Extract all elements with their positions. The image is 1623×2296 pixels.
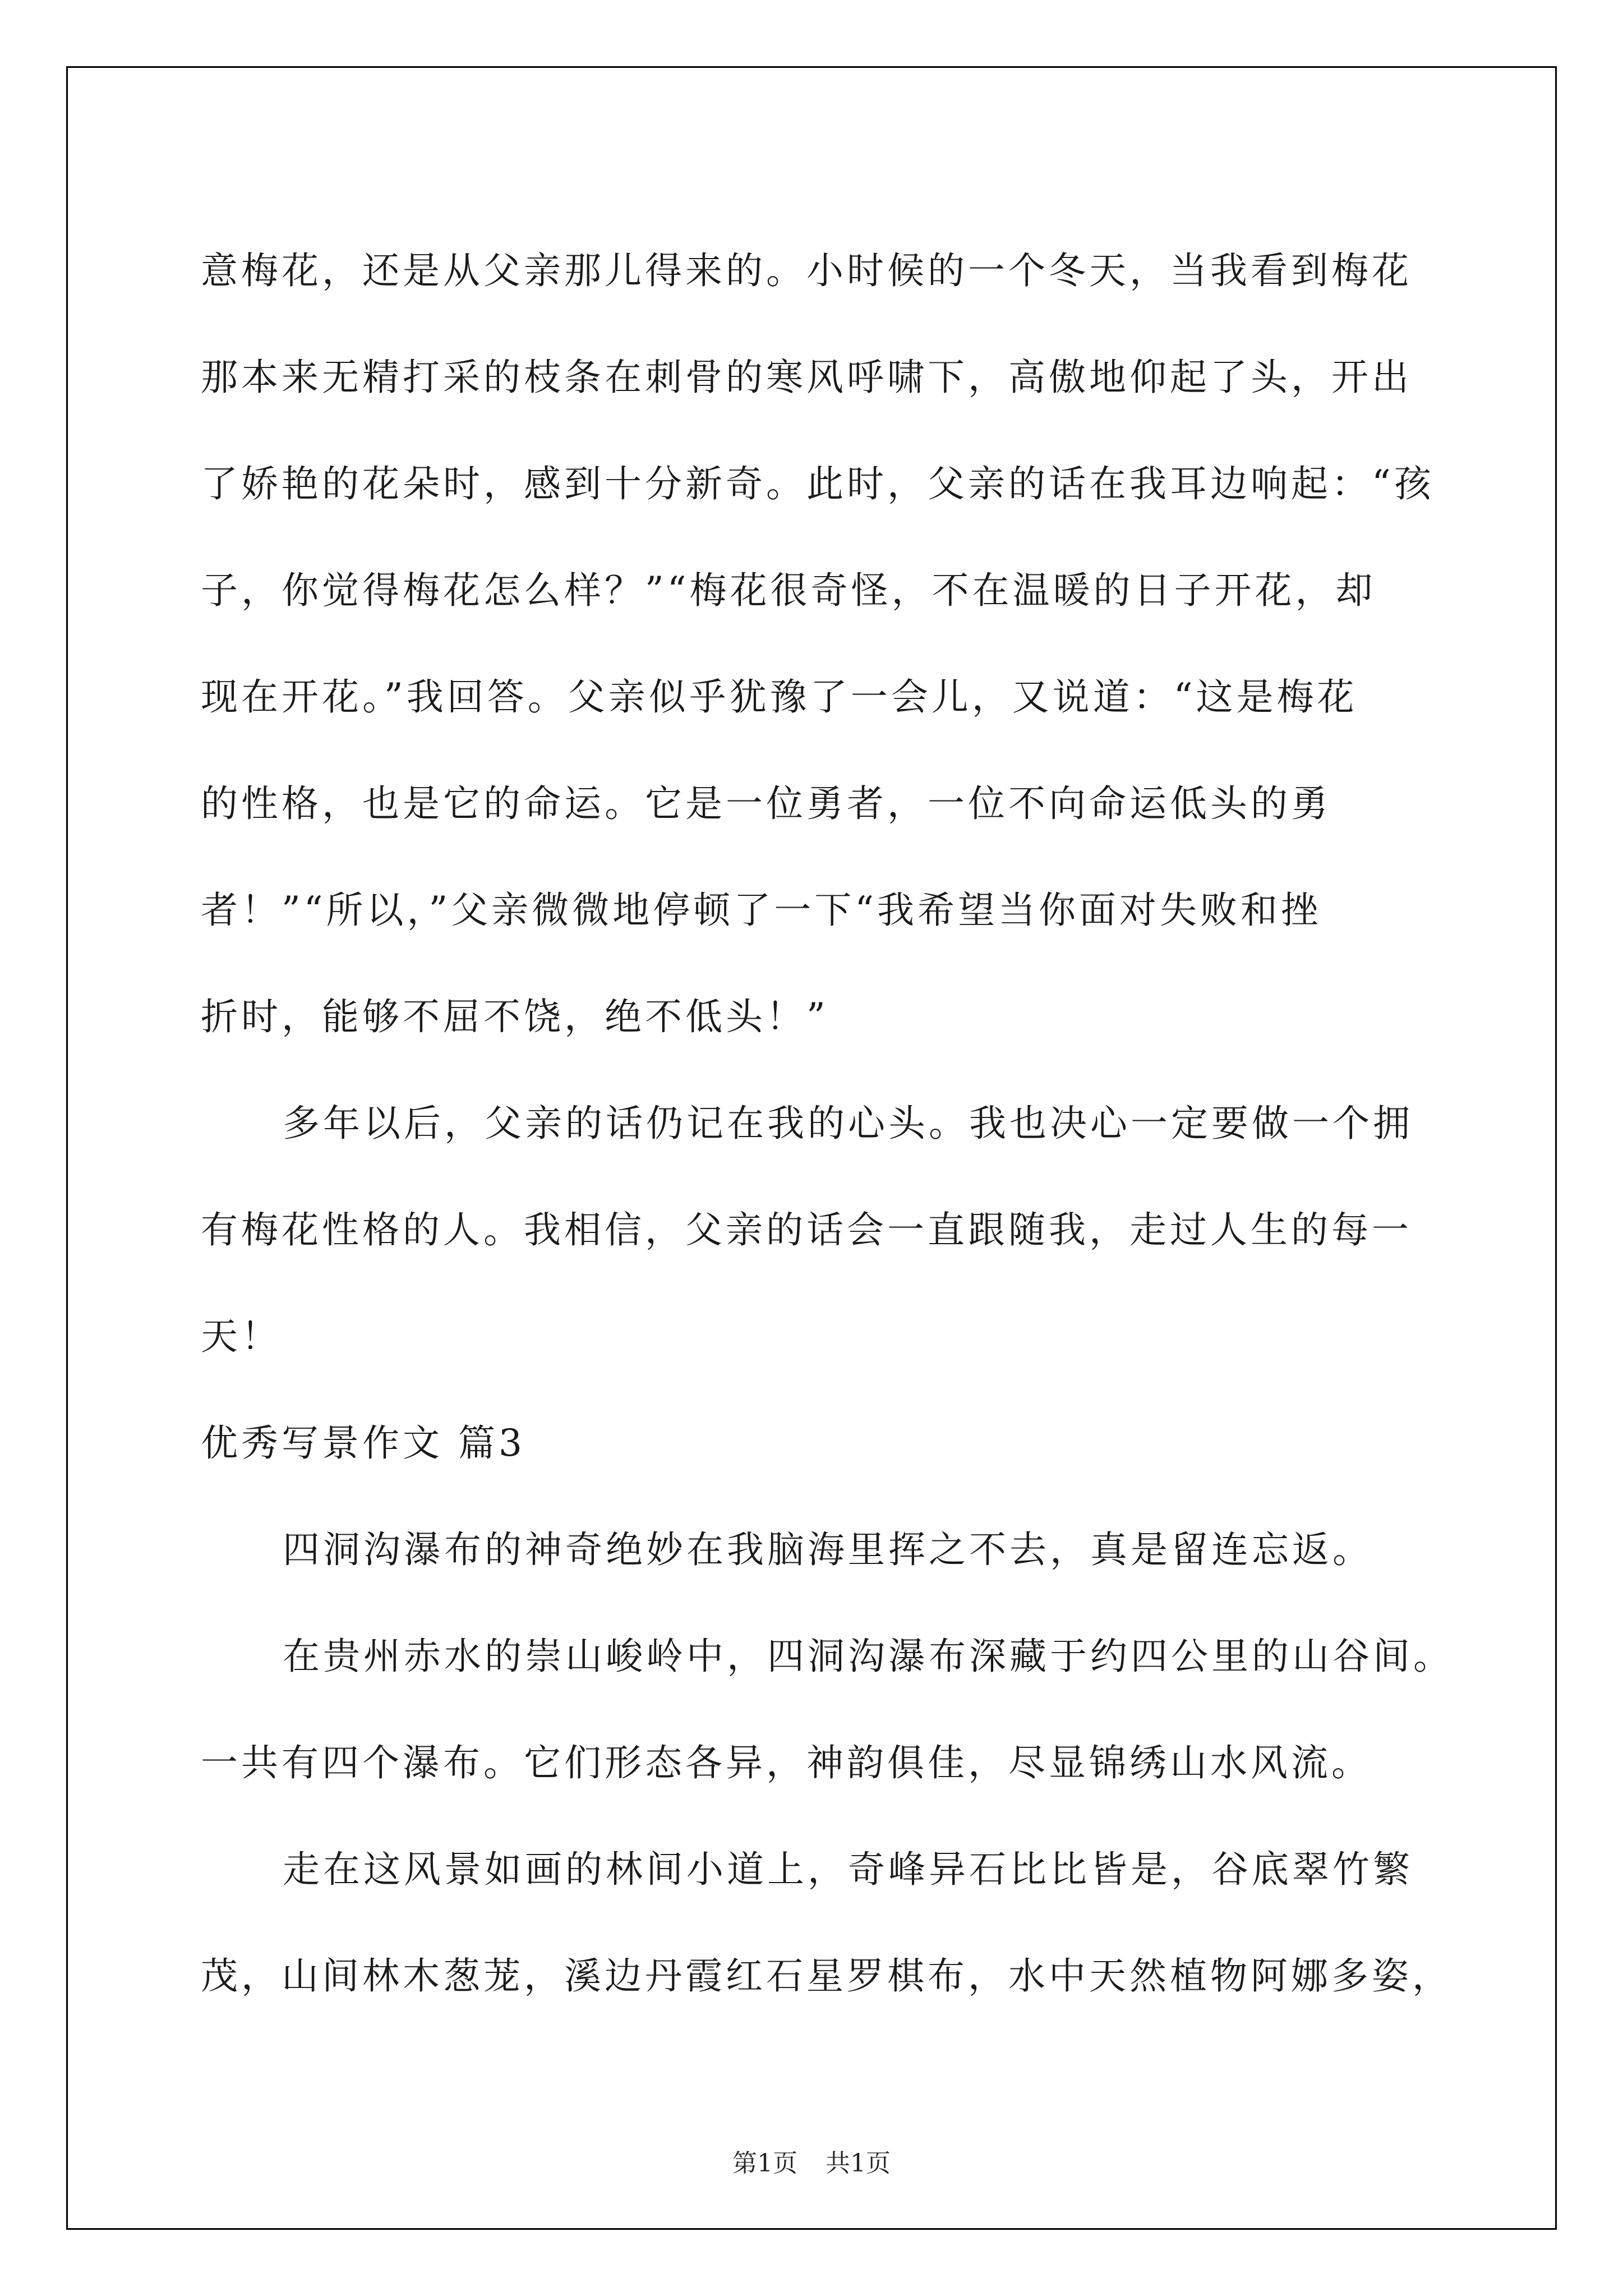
section-heading: 优秀写景作文 篇3 bbox=[201, 1421, 525, 1465]
text-line: 茂，山间林木葱茏，溪边丹霞红石星罗棋布，水中天然植物阿娜多姿， bbox=[201, 1954, 1453, 1998]
text-line: 那本来无精打采的枝条在刺骨的寒风呼啸下，高傲地仰起了头，开出 bbox=[201, 356, 1412, 399]
text-line: 一共有四个瀑布。它们形态各异，神韵俱佳，尽显锦绣山水风流。 bbox=[201, 1741, 1372, 1784]
page-total: 共1页 bbox=[826, 2149, 891, 2178]
text-line: 了娇艳的花朵时，感到十分新奇。此时，父亲的话在我耳边响起：“孩 bbox=[201, 462, 1435, 505]
text-line: 四洞沟瀑布的神奇绝妙在我脑海里挥之不去，真是留连忘返。 bbox=[283, 1528, 1373, 1571]
document-body bbox=[201, 218, 1454, 2030]
text-line: 折时，能够不屈不饶，绝不低头！” bbox=[201, 995, 829, 1038]
text-line: 天！ bbox=[201, 1315, 282, 1358]
text-line: 多年以后，父亲的话仍记在我的心头。我也决心一定要做一个拥 bbox=[283, 1102, 1413, 1145]
text-line: 有梅花性格的人。我相信，父亲的话会一直跟随我，走过人生的每一 bbox=[201, 1208, 1412, 1251]
text-line: 走在这风景如画的林间小道上，奇峰异石比比皆是，谷底翠竹繁 bbox=[283, 1848, 1413, 1891]
page-footer bbox=[0, 2143, 1623, 2179]
text-line: 在贵州赤水的崇山峻岭中，四洞沟瀑布深藏于约四公里的山谷间。 bbox=[283, 1635, 1454, 1678]
text-line: 现在开花。”我回答。父亲似乎犹豫了一会儿，又说道：“这是梅花 bbox=[201, 675, 1358, 719]
text-line: 的性格，也是它的命运。它是一位勇者，一位不向命运低头的勇 bbox=[201, 782, 1331, 825]
page-number: 第1页 bbox=[732, 2149, 797, 2178]
text-line: 者！”“所以，”父亲微微地停顿了一下“我希望当你面对失败和挫 bbox=[201, 889, 1321, 932]
text-line: 子，你觉得梅花怎么样？”“梅花很奇怪，不在温暖的日子开花，却 bbox=[201, 569, 1376, 612]
text-line: 意梅花，还是从父亲那儿得来的。小时候的一个冬天，当我看到梅花 bbox=[201, 249, 1412, 292]
